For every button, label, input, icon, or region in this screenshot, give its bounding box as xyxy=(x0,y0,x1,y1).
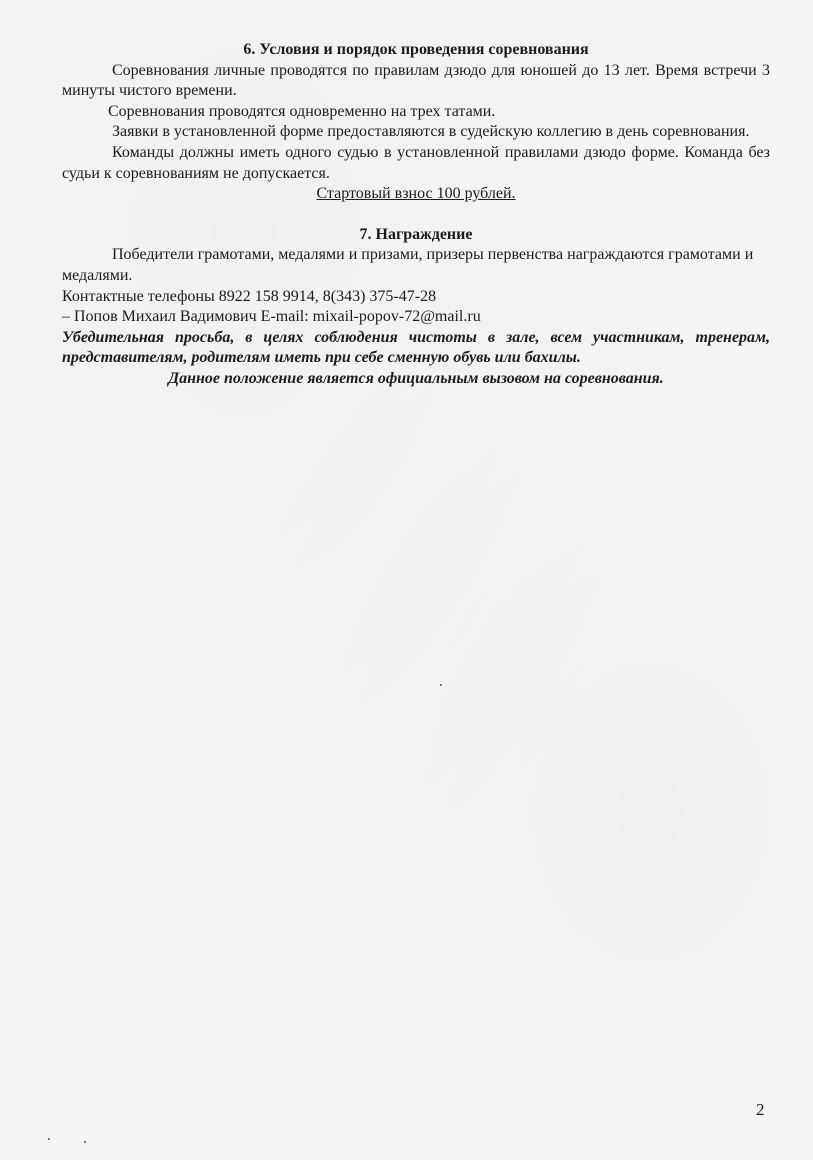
section-7-heading: 7. Награждение xyxy=(359,225,473,243)
official-invitation-note: Данное положение является официальным вызовом на соревнования. xyxy=(168,369,664,387)
scan-speck xyxy=(440,684,442,686)
section-6-paragraph-rules: Соревнования личные проводятся по правилам дзюдо для юношей до 13 лет. Время встречи 3 минуты чистого времени. xyxy=(62,61,770,100)
section-6-heading: 6. Условия и порядок проведения соревнования xyxy=(243,41,589,58)
entry-fee-text: Стартовый взнос 100 рублей. xyxy=(316,185,516,203)
section-7-paragraph-awards: Победители грамотами, медалями и призами, призеры первенства награждаются грамотами и медалями. xyxy=(62,246,754,284)
section-spacer xyxy=(62,205,770,225)
section-6-paragraph-tatami: Соревнования проводятся одновременно на трех татами. xyxy=(108,102,496,120)
contact-person: – Попов Михаил Вадимович E-mail: mixail-popov-72@mail.ru xyxy=(62,308,481,326)
page-number: 2 xyxy=(756,1100,765,1119)
section-6-paragraph-judges: Команды должны иметь одного судью в установленной правилами дзюдо форме. Команда без судьи к соревнованиям не допускается. xyxy=(62,143,770,182)
contact-phones: Контактные телефоны 8922 158 9914, 8(343) 375-47-28 xyxy=(62,287,437,305)
scan-speck xyxy=(48,1138,50,1140)
document-body xyxy=(62,40,770,390)
entry-fee xyxy=(62,184,770,205)
shoe-cover-request: Убедительная просьба, в целях соблюдения чистоты в зале, всем участникам, тренерам, представителям, родителям иметь при себе сменную обувь или бахилы. xyxy=(62,328,770,367)
scan-speck xyxy=(84,1141,86,1143)
section-6-paragraph-applications: Заявки в установленной форме предоставляются в судейскую коллегию в день соревнования. xyxy=(112,123,750,141)
